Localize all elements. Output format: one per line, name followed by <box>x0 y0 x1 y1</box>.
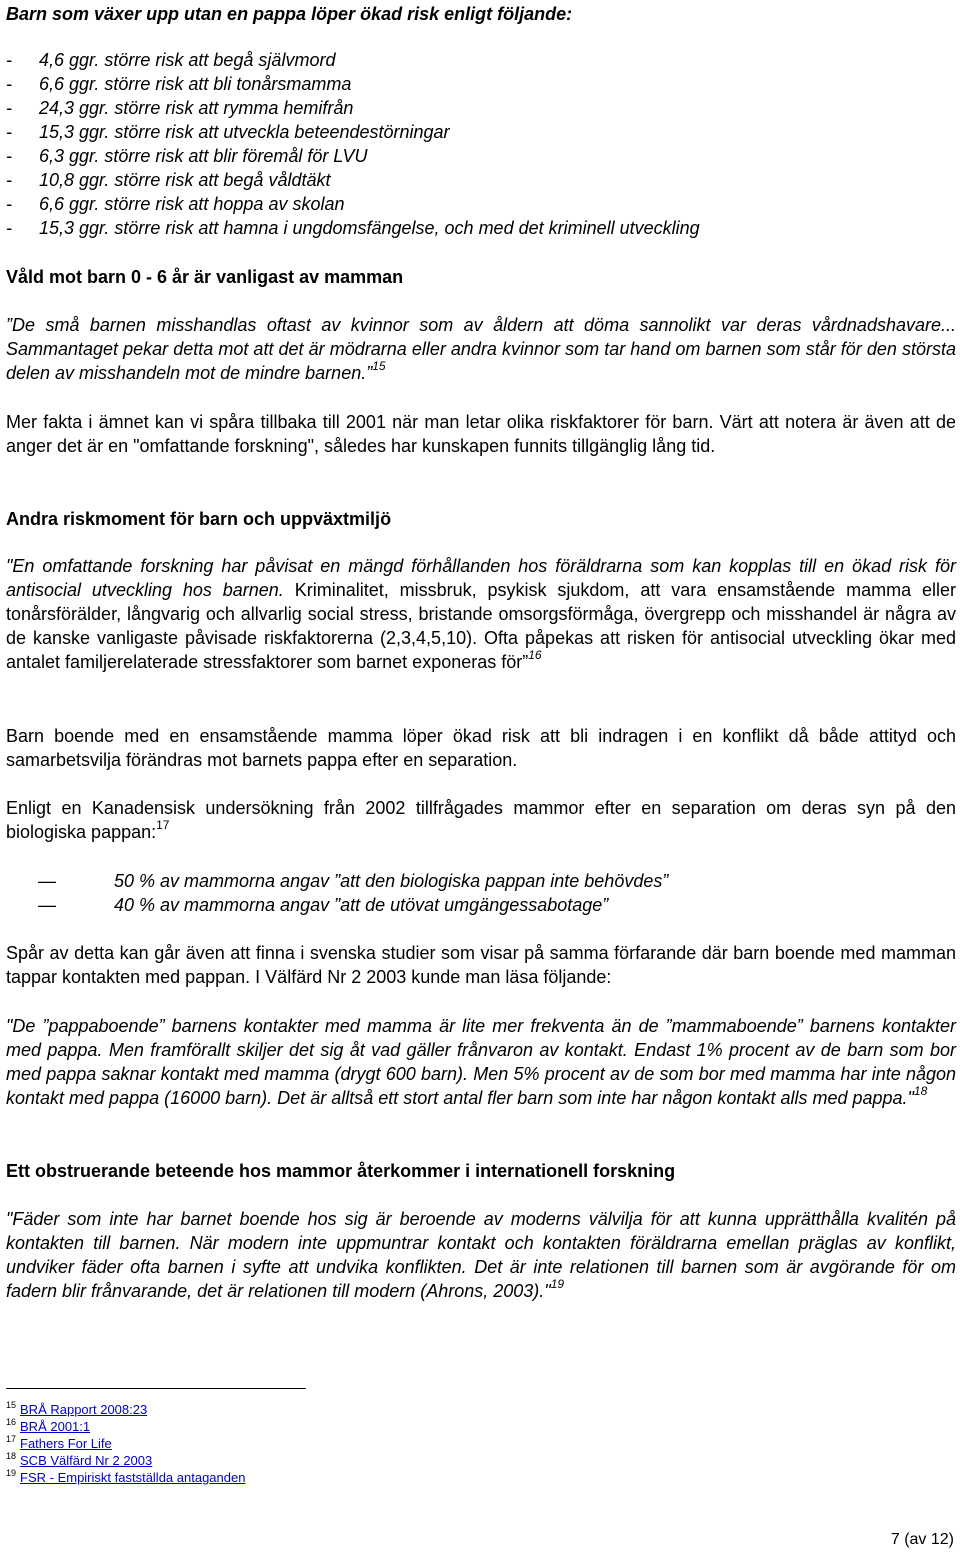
footnote: $^{18}$ SCB Välfärd Nr 2 2003 <box>6 1451 153 1468</box>
footnote-separator <box>6 1388 306 1389</box>
quote-violence: ”De små barnen misshandlas oftast av kvinnor som av åldern att döma sannolikt var deras vårdnadshavare... Sammantaget pekar detta mot att det är mödrarna eller andra kvinnor som tar hand om barnen som står för den största delen av misshandeln mot de mindre barnen.”$^{15}$ <box>6 315 956 383</box>
list-item: - 4,6 ggr. större risk att begå självmord <box>6 50 336 70</box>
list-item: - 6,6 ggr. större risk att hoppa av skolan <box>6 194 345 214</box>
quote-welfare: "De ”pappaboende” barnens kontakter med mamma är lite mer frekventa än de ”mammaboende” barnens kontakter med pappa. Men framförallt skiljer det sig åt vad gäller frånvaron av kontakt. Endast 1% procent av de barn som bor med pappa saknar kontakt med mamma (drygt 600 barn). Men 5% procent av de som bor med mamma har inte någon kontakt med pappa (16000 barn). Det är alltså ett stort antal fler barn som inte har någon kontakt alls med pappa."$^{18}$ <box>6 1016 956 1108</box>
list-item: - 10,8 ggr. större risk att begå våldtäkt <box>6 170 331 190</box>
page-number: 7 (av 12) <box>890 1531 954 1548</box>
footnote-link[interactable]: FSR - Empiriskt fastställda antaganden <box>20 1470 246 1485</box>
footnote-ref: 17 <box>156 818 170 832</box>
heading-other-risks: Andra riskmoment för barn och uppväxtmiljö <box>6 509 392 529</box>
footnote-ref: 15 <box>372 359 386 373</box>
footnote-link[interactable]: SCB Välfärd Nr 2 2003 <box>20 1453 153 1468</box>
heading-fatherless-risks: Barn som växer upp utan en pappa löper ökad risk enligt följande: <box>6 4 573 24</box>
list-item: - 6,6 ggr. större risk att bli tonårsmamma <box>6 74 352 94</box>
footnote-ref: 19 <box>550 1277 565 1291</box>
footnote: $^{16}$ BRÅ 2001:1 <box>6 1417 91 1434</box>
list-item: - 15,3 ggr. större risk att utveckla beteendestörningar <box>6 122 450 142</box>
heading-violence: Våld mot barn 0 - 6 år är vanligast av mamman <box>6 267 404 287</box>
footnote-link[interactable]: Fathers For Life <box>20 1436 112 1451</box>
quote-fathers: "Fäder som inte har barnet boende hos sig är beroende av moderns välvilja för att kunna upprätthålla kvalitén på kontakten till barnen. När modern inte uppmuntrar kontakt och kontakten föräldrarna emellan präglas av konflikt, undviker fäder ofta barnen i syfte att undvika konflikten. Det är inte relationen till barnen som är avgörande för om fadern blir frånvarande, det är relationen till modern (Ahrons, 2003)."$^{19}$ <box>6 1209 956 1301</box>
paragraph-canadian-survey: Enligt en Kanadensisk undersökning från 2002 tillfrågades mammor efter en separation om deras syn på den biologiska pappan:$^{17}$ <box>6 798 956 842</box>
footnote: $^{19}$ FSR - Empiriskt fastställda antaganden <box>6 1468 246 1485</box>
list-item: — 50 % av mammorna angav ”att den biologiska pappan inte behövdes” <box>38 871 669 891</box>
paragraph-swedish-studies: Spår av detta kan går även att finna i svenska studier som visar på samma förfarande där barn boende med mamman tappar kontakten med pappan. I Välfärd Nr 2 2003 kunde man läsa följande: <box>6 943 956 987</box>
footnote-link[interactable]: BRÅ 2001:1 <box>20 1419 91 1434</box>
quote-research: "En omfattande forskning har påvisat en mängd förhållanden hos föräldrarna som kan kopplas till en ökad risk för antisocial utveckling hos barnen. Kriminalitet, missbruk, psykisk sjukdom, att vara ensamstående mamma eller tonårsförälder, långvarig och allvarlig social stress, bristande omsorgsförmåga, övergrepp och misshandel är några av de kanske vanligaste påvisade riskfaktorerna (2,3,4,5,10). Ofta påpekas att risken för antisocial utveckling ökar med antalet familjerelaterade stressfaktorer som barnet exponeras för”$^{16}$ <box>6 556 956 672</box>
list-item: — 40 % av mammorna angav ”att de utövat umgängessabotage” <box>38 895 609 915</box>
paragraph-single-mother: Barn boende med en ensamstående mamma löper ökad risk att bli indragen i en konflikt då både attityd och samarbetsvilja förändras mot barnets pappa efter en separation. <box>6 726 956 770</box>
footnote: $^{15}$ BRÅ Rapport 2008:23 <box>6 1400 148 1417</box>
footnote: $^{17}$ Fathers For Life <box>6 1434 112 1451</box>
paragraph-more-facts: Mer fakta i ämnet kan vi spåra tillbaka till 2001 när man letar olika riskfaktorer för barn. Värt att notera är även att de anger det är en "omfattande forskning", således har kunskapen funnits tillgänglig lång tid. <box>6 412 956 456</box>
list-item: - 6,3 ggr. större risk att blir föremål för LVU <box>6 146 368 166</box>
footnote-ref: 16 <box>528 648 542 662</box>
footnote-ref: 18 <box>913 1084 928 1098</box>
footnote-link[interactable]: BRÅ Rapport 2008:23 <box>20 1402 148 1417</box>
heading-obstruction: Ett obstruerande beteende hos mammor återkommer i internationell forskning <box>6 1161 676 1181</box>
list-item: - 15,3 ggr. större risk att hamna i ungdomsfängelse, och med det kriminell utveckling <box>6 218 700 238</box>
list-item: - 24,3 ggr. större risk att rymma hemifrån <box>6 98 354 118</box>
